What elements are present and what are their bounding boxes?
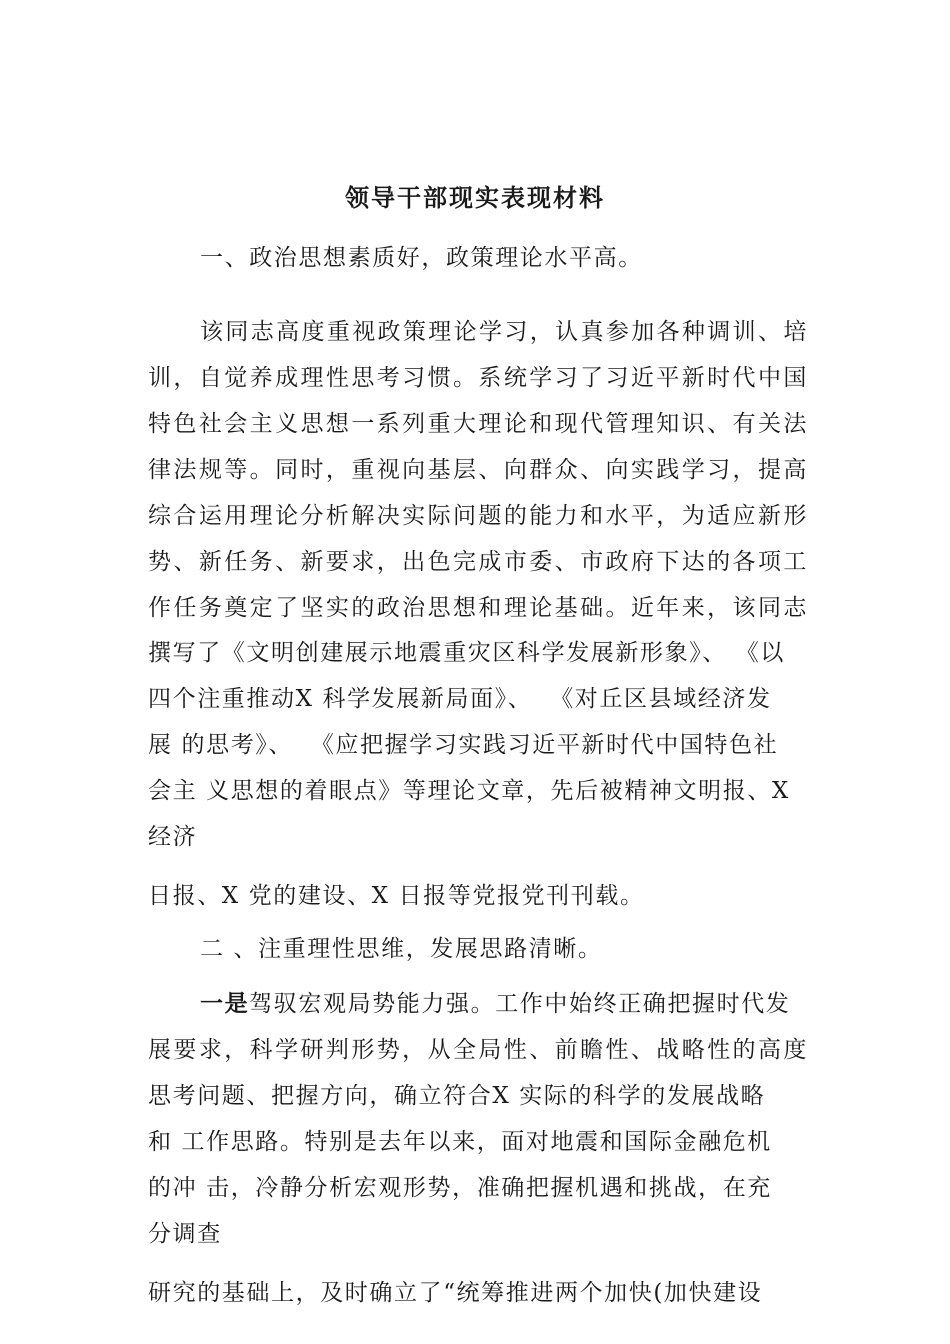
paragraph-line: 展要求，科学研判形势，从全局性、前瞻性、战略性的高度 — [148, 1037, 808, 1063]
paragraph-line: 展 的思考》、 《应把握学习实践习近平新时代中国特色社 — [148, 732, 779, 758]
paragraph-line: 该同志高度重视政策理论学习，认真参加各种调训、培 — [200, 319, 808, 345]
paragraph-line: 势、新任务、新要求，出色完成市委、市政府下达的各项工 — [148, 549, 808, 575]
paragraph-line: 和 工作思路。特别是去年以来，面对地震和国际金融危机 — [148, 1129, 772, 1155]
paragraph-line: 作任务奠定了坚实的政治思想和理论基础。近年来，该同志 — [148, 595, 808, 621]
paragraph-line: 的冲 击，冷静分析宏观形势，准确把握机遇和挑战，在充 — [148, 1175, 772, 1201]
paragraph-line: 思考问题、把握方向，确立符合X 实际的科学的发展战略 — [148, 1083, 766, 1109]
paragraph-line: 四个注重推动X 科学发展新局面》、 《对丘区县域经济发 — [148, 686, 772, 712]
paragraph-line: 经济 — [148, 824, 198, 850]
paragraph-line — [200, 989, 808, 1019]
paragraph-line: 综合运用理论分析解决实际问题的能力和水平，为适应新形 — [148, 503, 808, 529]
paragraph-line: 撰写了《文明创建展示地震重灾区科学发展新形象》、 《以 — [148, 640, 786, 666]
document-title: 领导干部现实表现材料 — [345, 183, 605, 212]
paragraph-line-text: 驾驭宏观局势能力强。工作中始终正确把握时代发 — [249, 991, 791, 1017]
paragraph-line: 会主 义思想的着眼点》等理论文章，先后被精神文明报、X — [148, 778, 790, 804]
paragraph-line: 分调查 — [148, 1221, 222, 1247]
paragraph-line: 训，自觉养成理性思考习惯。系统学习了习近平新时代中国 — [148, 365, 808, 391]
paragraph-line: 日报、X 党的建设、X 日报等党报党刊刊载。 — [148, 883, 645, 909]
paragraph-line: 律法规等。同时，重视向基层、向群众、向实践学习，提高 — [148, 457, 808, 483]
paragraph-line: 特色社会主义思想一系列重大理论和现代管理知识、有关法 — [148, 411, 808, 437]
paragraph-lead-label: 一是 — [200, 990, 250, 1017]
section-heading-1: 一、政治思想素质好，政策理论水平高。 — [200, 245, 643, 271]
paragraph-line: 研究的基础上，及时确立了“统筹推进两个加快(加快建设 — [148, 1280, 763, 1306]
section-heading-2: 二 、注重理性思维，发展思路清晰。 — [200, 936, 603, 962]
